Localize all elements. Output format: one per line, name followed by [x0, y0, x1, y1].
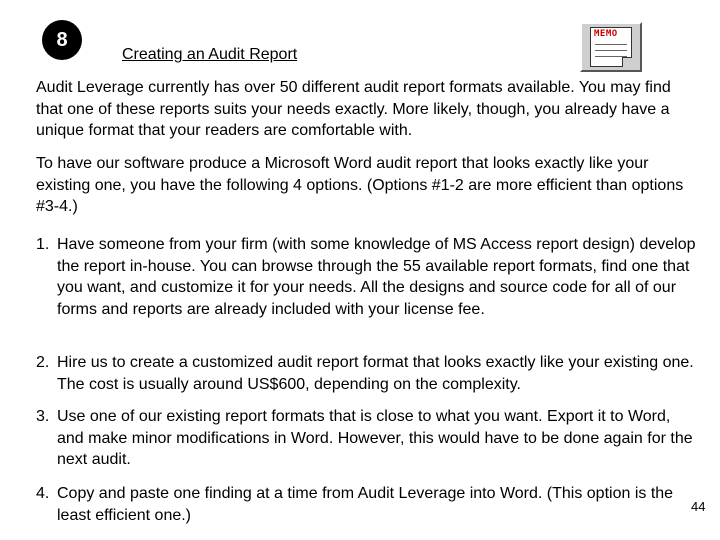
option-text: Have someone from your firm (with some knowledge of MS Access report design) develop the report in-house. You can browse through the 55 available report formats, find one that you want, and customize it for your needs. All the designs and source code for all of our forms and reports are already included with your license fee.	[57, 236, 696, 318]
option-item-3	[36, 406, 696, 471]
option-number: 4.	[36, 485, 50, 502]
option-text: Copy and paste one finding at a time from Audit Leverage into Word. (This option is the least efficient one.)	[57, 485, 674, 524]
page-title: Creating an Audit Report	[122, 46, 298, 63]
option-item-4	[36, 483, 696, 526]
option-item-2	[36, 352, 696, 395]
memo-icon	[590, 27, 632, 67]
options-paragraph: To have our software produce a Microsoft Word audit report that looks exactly like your existing one, you have the following 4 options. (Options #1-2 are more efficient than options #3-4.)	[36, 155, 684, 215]
memo-icon-label: MEMO	[594, 29, 618, 39]
page-number: 44	[691, 499, 706, 514]
option-number: 1.	[36, 236, 50, 253]
option-text: Hire us to create a customized audit report format that looks exactly like your existing one. The cost is usually around US$600, depending on the complexity.	[57, 354, 694, 393]
option-number: 2.	[36, 354, 50, 371]
intro-paragraph: Audit Leverage currently has over 50 different audit report formats available. You may find that one of these reports suits your needs exactly. More likely, though, you already have a unique format that your readers are comfortable with.	[36, 79, 671, 139]
memo-button[interactable]	[580, 22, 642, 72]
option-number: 3.	[36, 408, 50, 425]
option-text: Use one of our existing report formats that is close to what you want. Export it to Word, and make minor modifications in Word. However, this would have to be done again for the next audit.	[57, 408, 693, 468]
option-item-1	[36, 234, 696, 320]
step-number: 8	[56, 28, 68, 51]
step-number-badge	[42, 20, 82, 60]
